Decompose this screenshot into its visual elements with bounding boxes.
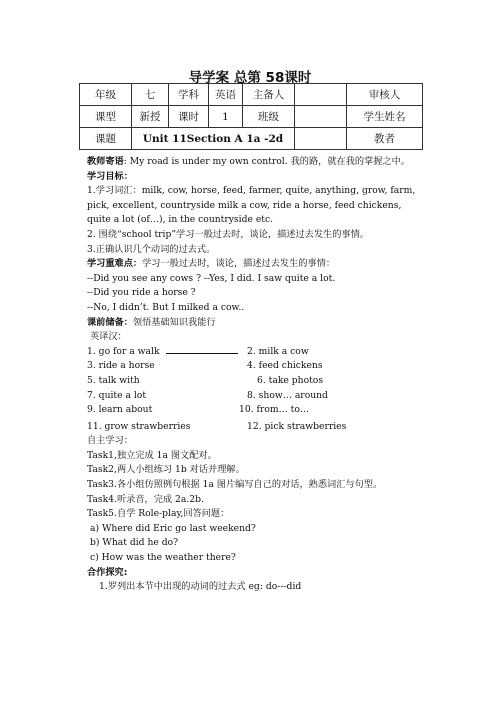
table-cell: 新授	[132, 106, 169, 128]
dialog-line-3: --No, I didn’t. But I milked a cow..	[87, 301, 245, 313]
table-row	[80, 84, 423, 106]
table-cell	[295, 84, 347, 106]
key-label: 学习重难点：	[87, 258, 143, 270]
vocab-item: 4. feed chickens	[247, 360, 323, 372]
vocab-item: 2. milk a cow	[247, 345, 309, 357]
coop-heading	[87, 566, 427, 581]
self-study-label: 自主学习：	[87, 435, 133, 447]
task-item: Task3.各小组仿照例句根据 1a 图片编写自己的对话，熟悉词汇与句型。	[87, 479, 383, 491]
worksheet-body	[87, 155, 427, 595]
vocab-item: 9. learn about	[87, 404, 153, 416]
task-item: Task4.听录音，完成 2a.2b.	[87, 493, 204, 505]
vocab-row	[87, 389, 427, 404]
table-cell: 英语	[209, 84, 243, 106]
vocab-item: 10. from… to…	[239, 404, 310, 416]
coop-item: 1.罗列出本节中出现的动词的过去式 eg: do---did	[99, 581, 302, 593]
teacher-motto	[87, 155, 427, 170]
translate-label: 英译汉：	[90, 331, 127, 343]
prep-section	[87, 316, 427, 331]
prep-label: 课前储备：	[87, 316, 133, 328]
goals-label: 学习目标：	[87, 170, 133, 182]
table-cell: 学科	[169, 84, 209, 106]
table-cell: 主备人	[243, 84, 295, 106]
vocab-item	[87, 345, 247, 360]
table-cell: 年级	[80, 84, 132, 106]
table-cell: 审核人	[347, 84, 423, 106]
question-item: b) What did he do?	[90, 537, 179, 549]
table-cell: 课题	[80, 128, 132, 150]
vocab-item: 3. ride a horse	[87, 360, 155, 372]
goal-1: 1.学习词汇：milk, cow, horse, feed, farmer, quite, anything, grow, farm, pick, excellent, countryside milk a cow, ride a horse, feed chickens, quite a lot (of…), in the countryside etc.	[87, 185, 416, 226]
goals-heading	[87, 170, 427, 185]
dialog-line-1: --Did you see any cows ? --Yes, I did. I saw quite a lot.	[87, 272, 336, 284]
table-cell-topic: Unit 11Section A 1a -2d	[132, 128, 295, 150]
key-text: 学习一般过去时，谈论，描述过去发生的事情：	[142, 258, 336, 270]
table-cell: 班级	[243, 106, 295, 128]
vocab-item: 7. quite a lot	[87, 389, 147, 401]
task-item: Task2,两人小组练习 1b 对话并理解。	[87, 464, 245, 476]
table-cell: 课时	[169, 106, 209, 128]
table-cell: 课型	[80, 106, 132, 128]
vocab-row	[87, 403, 427, 418]
vocab-item: 8. show… around	[247, 389, 328, 401]
goal-3: 3.正确认识几个动词的过去式。	[87, 243, 216, 255]
answer-blank[interactable]	[166, 345, 238, 354]
table-row	[80, 106, 423, 128]
vocab-item: 6. take photos	[257, 374, 324, 386]
vocab-item: 5. talk with	[87, 374, 140, 386]
key-points	[87, 257, 427, 272]
prep-text: 领悟基础知识我能行	[132, 316, 216, 328]
goal-2: 2. 围绕“school trip”学习一般过去时，谈论，描述过去发生的事情。	[87, 228, 369, 240]
table-cell: 学生姓名	[347, 106, 423, 128]
table-row	[80, 128, 423, 150]
coop-label: 合作探究:	[87, 566, 128, 578]
task-item: Task5.自学 Role-play,回答问题：	[87, 508, 230, 520]
motto-label: 教师寄语	[87, 156, 124, 167]
dialog-line-2: --Did you ride a horse ?	[87, 287, 196, 299]
vocab-row	[87, 359, 427, 374]
vocab-item: 12. pick strawberries	[247, 420, 347, 432]
table-cell: 1	[209, 106, 243, 128]
vocab-row	[87, 374, 427, 389]
vocab-text: 1. go for a walk	[87, 345, 160, 357]
question-item: a) Where did Eric go last weekend?	[90, 522, 256, 534]
page-title: 导学案 总第 58课时	[188, 70, 312, 86]
question-item: c) How was the weather there?	[90, 552, 236, 564]
table-cell	[295, 106, 347, 128]
info-table	[79, 83, 423, 150]
table-cell: 教者	[347, 128, 423, 150]
vocab-item: 11. grow strawberries	[87, 420, 191, 432]
task-item: Task1,独立完成 1a 图文配对。	[87, 449, 217, 461]
motto-text: : My road is under my own control. 我的路，就在我的掌握之中。	[123, 156, 411, 167]
table-cell	[295, 128, 347, 150]
vocab-row	[87, 420, 427, 435]
table-cell: 七	[132, 84, 169, 106]
vocab-row	[87, 345, 427, 360]
